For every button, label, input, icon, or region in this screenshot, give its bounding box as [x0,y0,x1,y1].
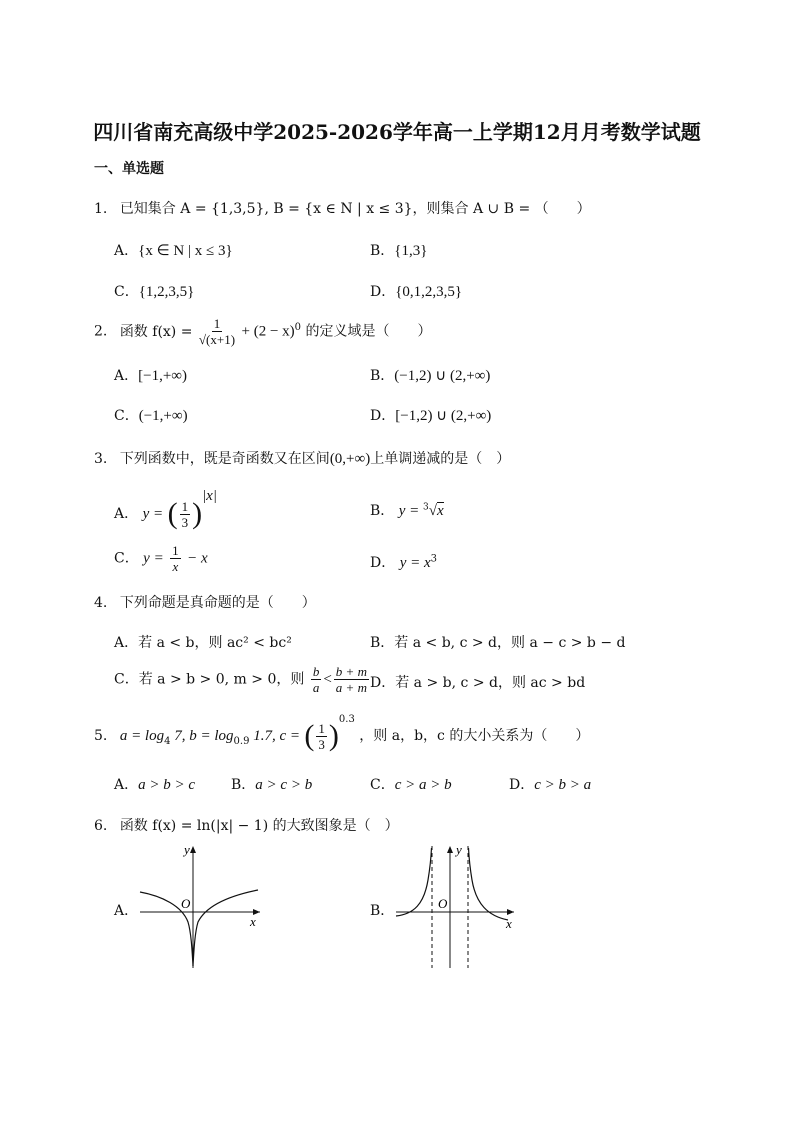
q1-option-b[interactable]: B．{1,3} [370,243,428,259]
question-number: 3. [94,451,108,467]
question-6: 6. 函数 f(x) = ln(|x| − 1) 的大致图象是（ ） [94,818,399,834]
origin-label: O [438,896,448,911]
question-number: 5. [94,728,108,744]
section-heading: 一、单选题 [94,161,164,177]
curve-left [396,848,432,916]
q6-graph-a[interactable] [132,840,272,972]
q3-option-a[interactable]: A． y = ( $\frac{1}{3}$ )$^{|x|}$ [114,488,217,530]
question-3: 3. 下列函数中，既是奇函数又在区间(0,+∞)上单调递减的是（ ） [94,451,511,467]
q5-option-b[interactable]: B．a > c > b [231,777,313,793]
origin-label: O [181,896,191,911]
q1-option-d[interactable]: D．{0,1,2,3,5} [370,284,463,300]
question-number: 2. [94,323,108,340]
question-2: 2. 函数 f(x) = $\frac{1}{√(x+1)}$ + $(2 - x)^0$ 的定义域是（ ） [94,316,432,347]
q1-option-c[interactable]: C．{1,2,3,5} [114,284,195,300]
page-title: 四川省南充高级中学2025-2026学年高一上学期12月月考数学试题 [93,120,701,144]
q2-option-d[interactable]: D．[−1,2) ∪ (2,+∞) [370,408,492,424]
q5-option-c[interactable]: C．c > a > b [370,777,452,793]
q5-option-d[interactable]: D．c > b > a [509,777,592,793]
question-1 [94,198,591,218]
q2-option-a[interactable]: A．[−1,+∞) [114,368,187,384]
fraction: $\frac{1}{√(x+1)}$ [198,316,236,347]
q2-option-c[interactable]: C．(−1,+∞) [114,408,188,424]
q4-option-a[interactable]: A．若 a < b，则 ac² < bc² [114,635,292,651]
q5-option-a[interactable]: A．a > b > c [114,777,196,793]
question-text: 已知集合 A = {1,3,5}, B = {x ∈ N | x ≤ 3}，则集合 A ∪ B = （ ） [119,201,591,217]
question-number: 1. [94,201,108,217]
question-4: 4. 下列命题是真命题的是（ ） [94,595,316,611]
curve-right [469,848,509,920]
q3-option-c[interactable]: C． y = $\frac{1}{x}$ − x [114,543,208,574]
y-axis-arrow-icon [447,846,453,853]
q4-option-d[interactable]: D．若 a > b, c > d，则 ac > bd [370,675,586,691]
curve-right [193,890,258,966]
y-axis-arrow-icon [190,846,196,853]
question-number: 6. [94,818,108,834]
q2-option-b[interactable]: B．(−1,2) ∪ (2,+∞) [370,368,491,384]
q3-option-d[interactable]: D． $y = x^3$ [370,553,437,571]
question-5: 5. $a = \log_4 7$, $b = \log_{0.9} 1.7$, c = ( $\frac{1}{3}$ )$^{0.3}$ ，则 a，b，c 的大小关系为（ ） [94,714,590,752]
q6-graph-b[interactable] [392,840,522,972]
q4-option-b[interactable]: B．若 a < b, c > d，则 a − c > b − d [370,635,626,651]
x-axis-arrow-icon [507,909,514,915]
question-number: 4. [94,595,108,611]
y-label: y [184,842,190,857]
y-label: y [456,842,462,857]
x-label: x [250,914,256,929]
q3-option-b[interactable]: B． y = $^3$√x [370,502,444,519]
q6-option-a[interactable]: A． [114,903,139,919]
q6-option-b[interactable]: B． [370,903,395,919]
q4-option-c[interactable]: C．若 a > b > 0, m > 0，则 $\frac{b}{a}$ < $\frac{b + m}{a + m}$ [114,664,367,695]
q1-option-a[interactable]: A．{x ∈ N | x ≤ 3} [114,243,233,259]
x-label: x [506,916,512,931]
